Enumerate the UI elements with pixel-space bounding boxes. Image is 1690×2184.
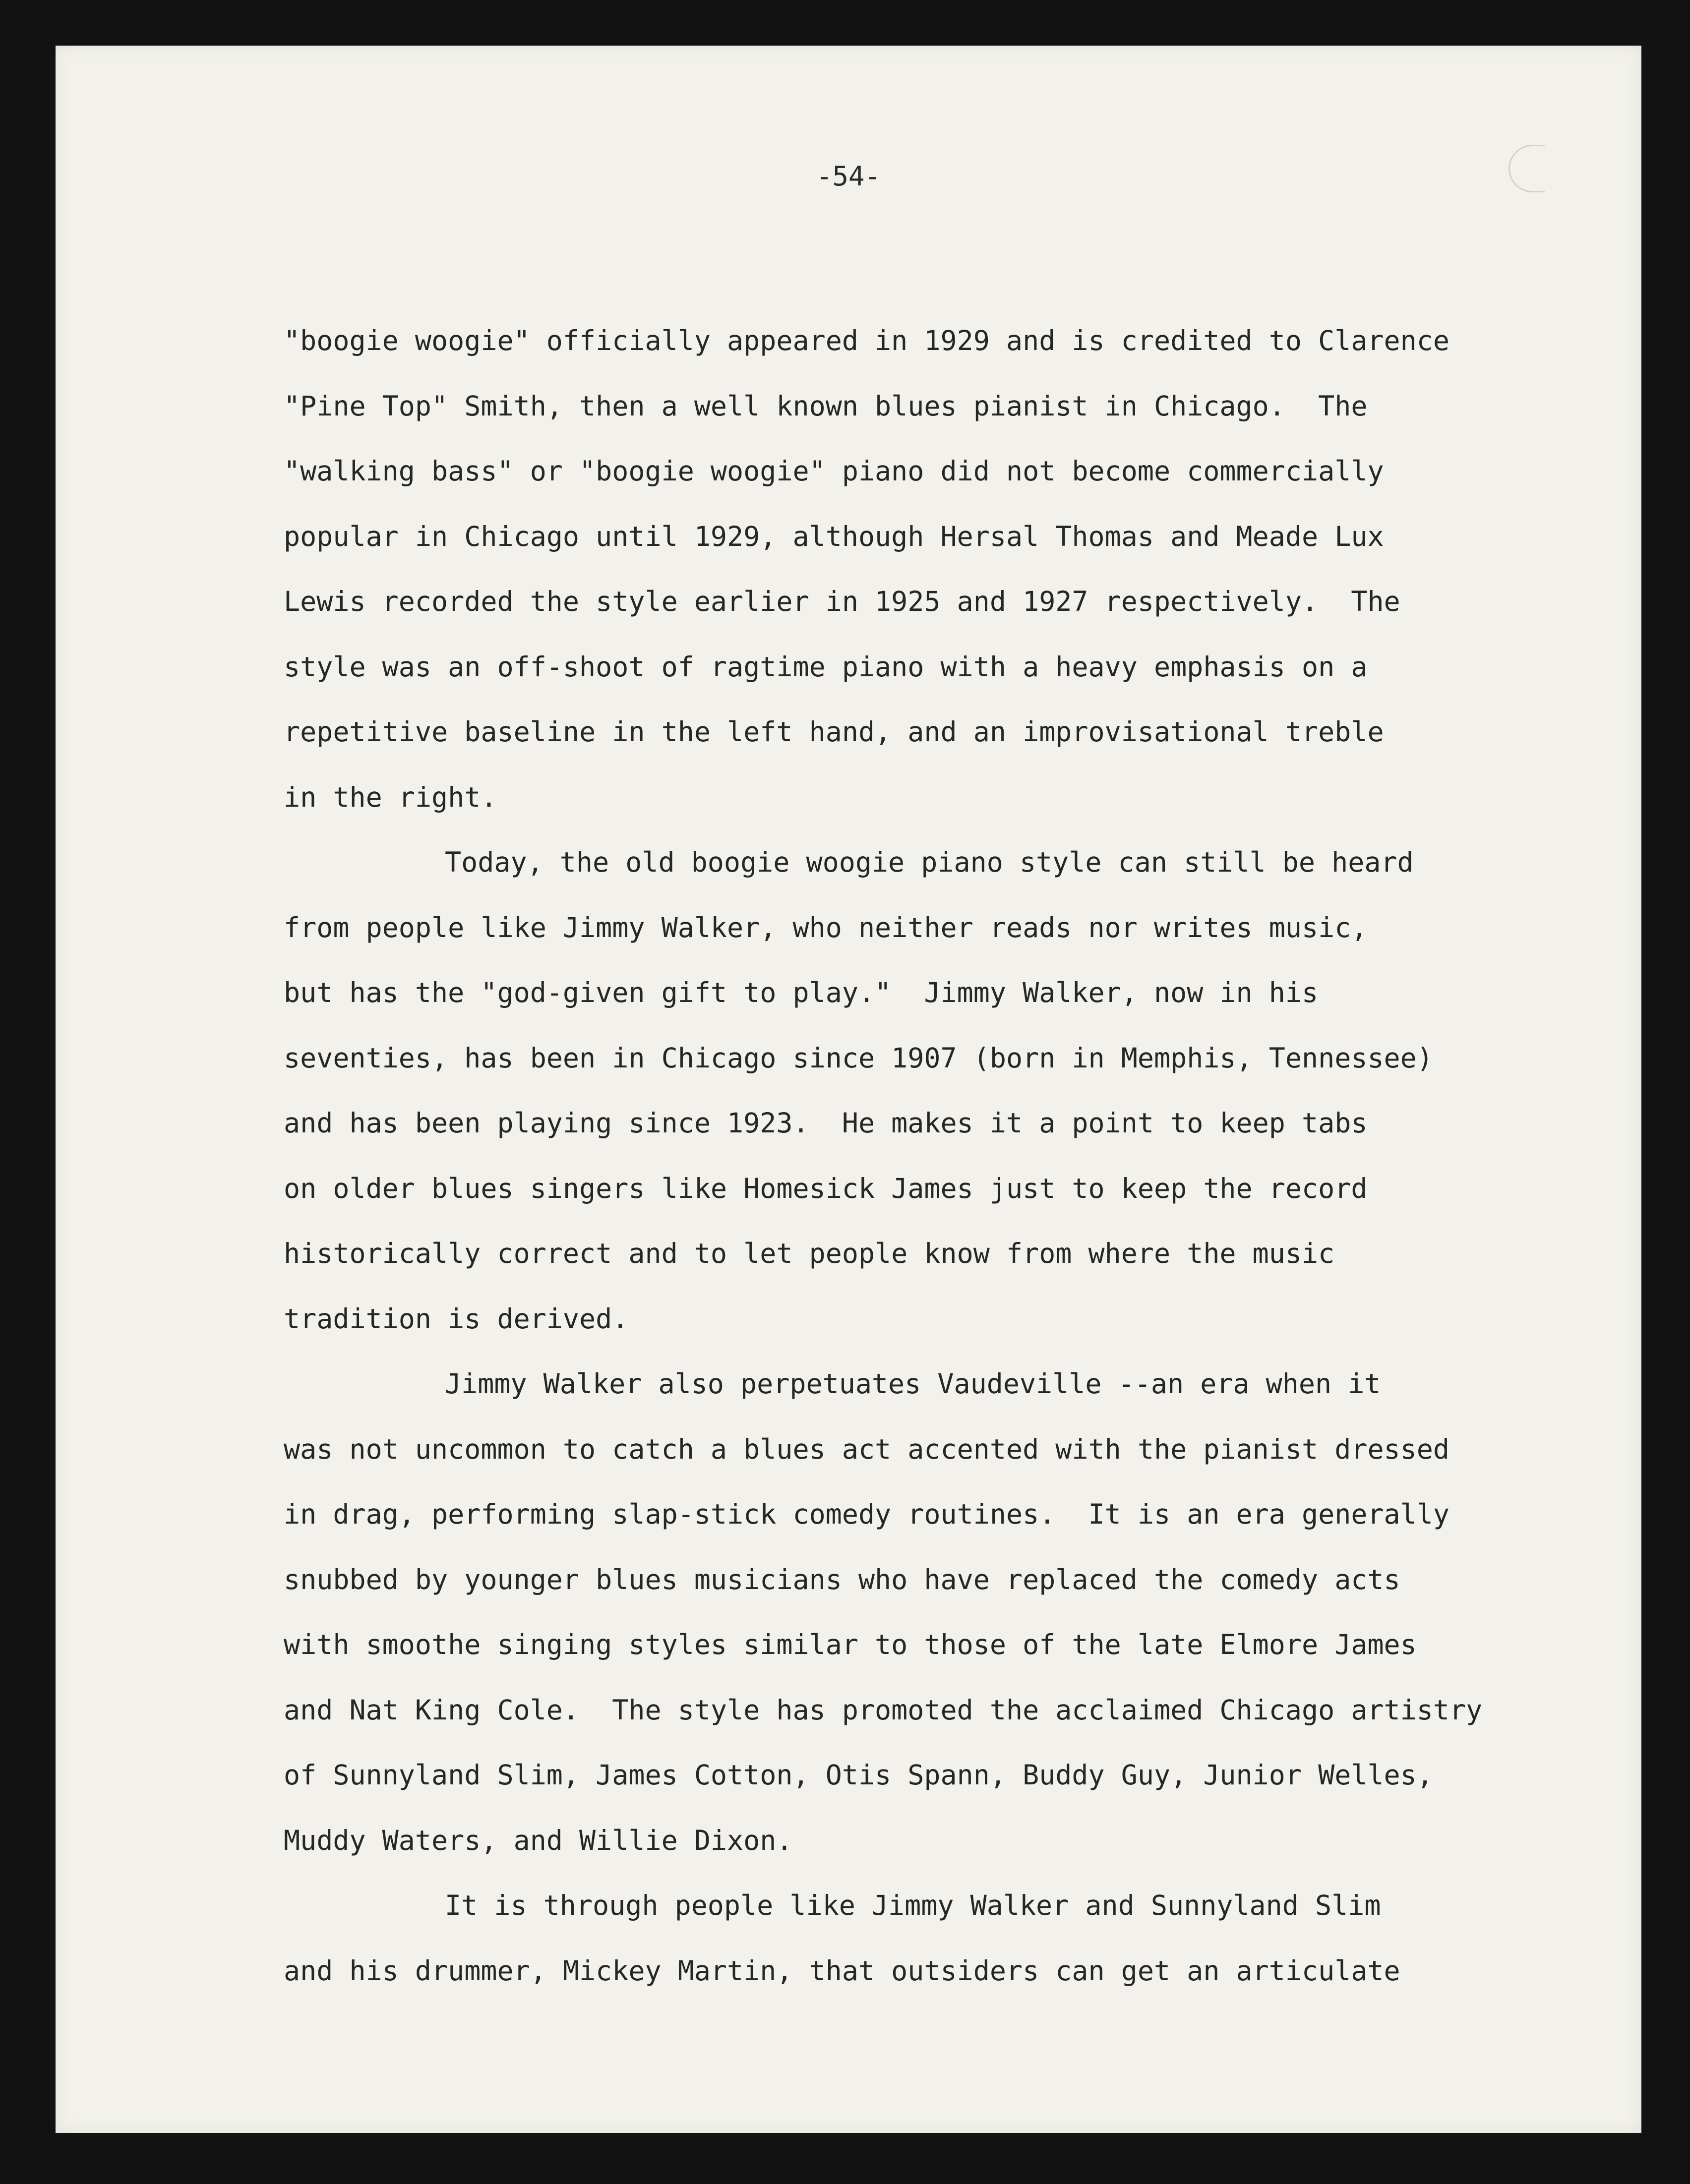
text-line: in the right. [284,781,497,813]
text-line: and has been playing since 1923. He makes it a point to keep tabs [284,1107,1368,1139]
text-line: Muddy Waters, and Willie Dixon. [284,1824,793,1856]
text-line: on older blues singers like Homesick James just to keep the record [284,1172,1368,1204]
text-line: snubbed by younger blues musicians who have replaced the comedy acts [284,1563,1400,1595]
text-line: "walking bass" or "boogie woogie" piano did not become commercially [284,455,1384,487]
paragraph-1 [284,308,1563,830]
document-page [56,46,1641,2133]
text-line: repetitive baseline in the left hand, and an improvisational treble [284,716,1384,748]
body-text [284,308,1563,2004]
text-line: "boogie woogie" officially appeared in 1929 and is credited to Clarence [284,325,1450,356]
text-line: It is through people like Jimmy Walker and Sunnyland Slim [445,1889,1381,1921]
page-number: -54- [816,161,881,192]
paragraph-3 [284,1352,1563,1873]
paragraph-4 [284,1873,1563,2004]
text-line: seventies, has been in Chicago since 1907 (born in Memphis, Tennessee) [284,1042,1433,1074]
text-line: "Pine Top" Smith, then a well known blues pianist in Chicago. The [284,390,1368,422]
text-line: but has the "god-given gift to play." Jimmy Walker, now in his [284,977,1319,1008]
text-line: historically correct and to let people know from where the music [284,1238,1335,1269]
text-line: with smoothe singing styles similar to those of the late Elmore James [284,1629,1417,1660]
text-line: popular in Chicago until 1929, although Hersal Thomas and Meade Lux [284,520,1384,552]
text-line: Today, the old boogie woogie piano style can still be heard [445,846,1414,878]
text-line: was not uncommon to catch a blues act accented with the pianist dressed [284,1433,1450,1465]
text-line: from people like Jimmy Walker, who neither reads nor writes music, [284,911,1368,944]
text-line: tradition is derived. [284,1302,629,1335]
text-line: in drag, performing slap-stick comedy routines. It is an era generally [284,1498,1450,1530]
text-line: and his drummer, Mickey Martin, that outsiders can get an articulate [284,1954,1400,1987]
text-line: Jimmy Walker also perpetuates Vaudeville --an era when it [445,1368,1381,1400]
text-line: of Sunnyland Slim, James Cotton, Otis Spann, Buddy Guy, Junior Welles, [284,1759,1433,1791]
paragraph-2 [284,830,1563,1352]
text-line: style was an off-shoot of ragtime piano with a heavy emphasis on a [284,650,1368,683]
text-line: Lewis recorded the style earlier in 1925 and 1927 respectively. The [284,586,1400,617]
text-line: and Nat King Cole. The style has promoted the acclaimed Chicago artistry [284,1694,1483,1726]
